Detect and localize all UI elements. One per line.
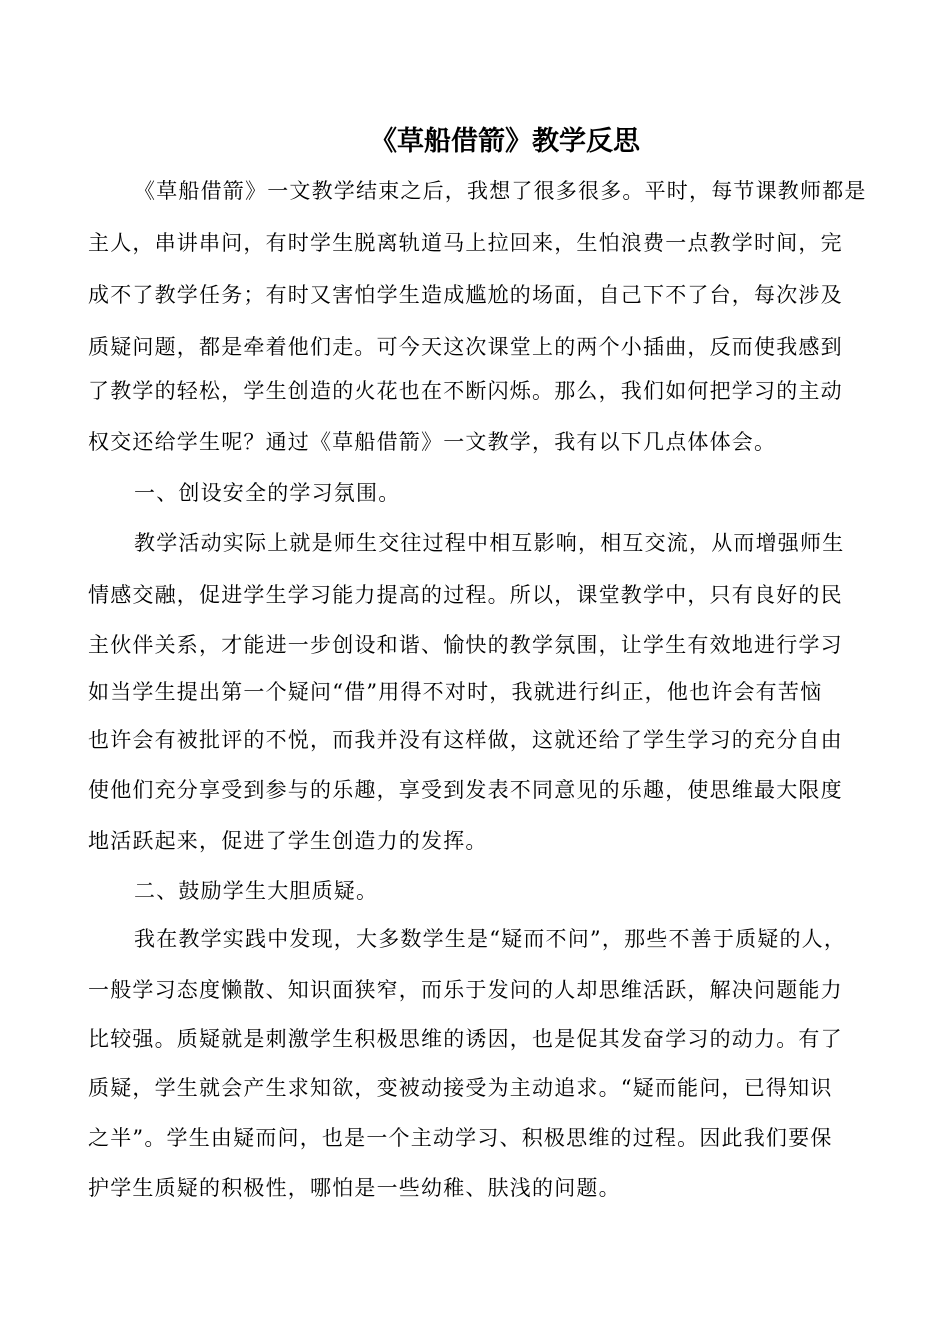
paragraph-line: 了教学的轻松，学生创造的火花也在不断闪烁。那么，我们如何把学习的主动 (88, 379, 843, 403)
document-title: 《草船借箭》教学反思 (370, 126, 640, 157)
paragraph-line: 质疑问题，都是牵着他们走。可今天这次课堂上的两个小插曲，反而使我感到 (88, 335, 843, 359)
paragraph-line: 使他们充分享受到参与的乐趣，享受到发表不同意见的乐趣，使思维最大限度 (88, 778, 843, 802)
paragraph-line: 主伙伴关系，才能进一步创设和谐、愉快的教学氛围，让学生有效地进行学习 (88, 633, 843, 657)
paragraph-line: 地活跃起来，促进了学生创造力的发挥。 (88, 829, 488, 853)
section-heading: 二、鼓励学生大胆质疑。 (134, 879, 379, 903)
paragraph-line: 《草船借箭》一文教学结束之后，我想了很多很多。平时，每节课教师都是 (134, 179, 867, 203)
paragraph-line: 也许会有被批评的不悦，而我并没有这样做，这就还给了学生学习的充分自由 (88, 728, 843, 752)
paragraph-line: 权交还给学生呢？通过《草船借箭》一文教学，我有以下几点体体会。 (88, 430, 777, 454)
paragraph-line: 比较强。质疑就是刺激学生积极思维的诱因，也是促其发奋学习的动力。有了 (88, 1027, 843, 1051)
paragraph-line: 如当学生提出第一个疑问“借”用得不对时，我就进行纠正，他也许会有苦恼 (88, 680, 823, 704)
paragraph-line: 我在教学实践中发现，大多数学生是“疑而不问”，那些不善于质疑的人， (134, 927, 847, 951)
paragraph-line: 主人，串讲串问，有时学生脱离轨道马上拉回来，生怕浪费一点教学时间，完 (88, 231, 843, 255)
section-heading: 一、创设安全的学习氛围。 (134, 481, 401, 505)
paragraph-line: 护学生质疑的积极性，哪怕是一些幼稚、肤浅的问题。 (88, 1176, 621, 1200)
paragraph-line: 教学活动实际上就是师生交往过程中相互影响，相互交流，从而增强师生 (134, 531, 845, 555)
paragraph-line: 成不了教学任务；有时又害怕学生造成尴尬的场面，自己下不了台，每次涉及 (88, 283, 843, 307)
paragraph-line: 质疑，学生就会产生求知欲，变被动接受为主动追求。“疑而能问，已得知识 (88, 1076, 833, 1100)
paragraph-line: 一般学习态度懒散、知识面狭窄，而乐于发问的人却思维活跃，解决问题能力 (88, 978, 843, 1002)
paragraph-line: 情感交融，促进学生学习能力提高的过程。所以，课堂教学中，只有良好的民 (88, 583, 843, 607)
paragraph-line: 之半”。学生由疑而问，也是一个主动学习、积极思维的过程。因此我们要保 (88, 1126, 833, 1150)
